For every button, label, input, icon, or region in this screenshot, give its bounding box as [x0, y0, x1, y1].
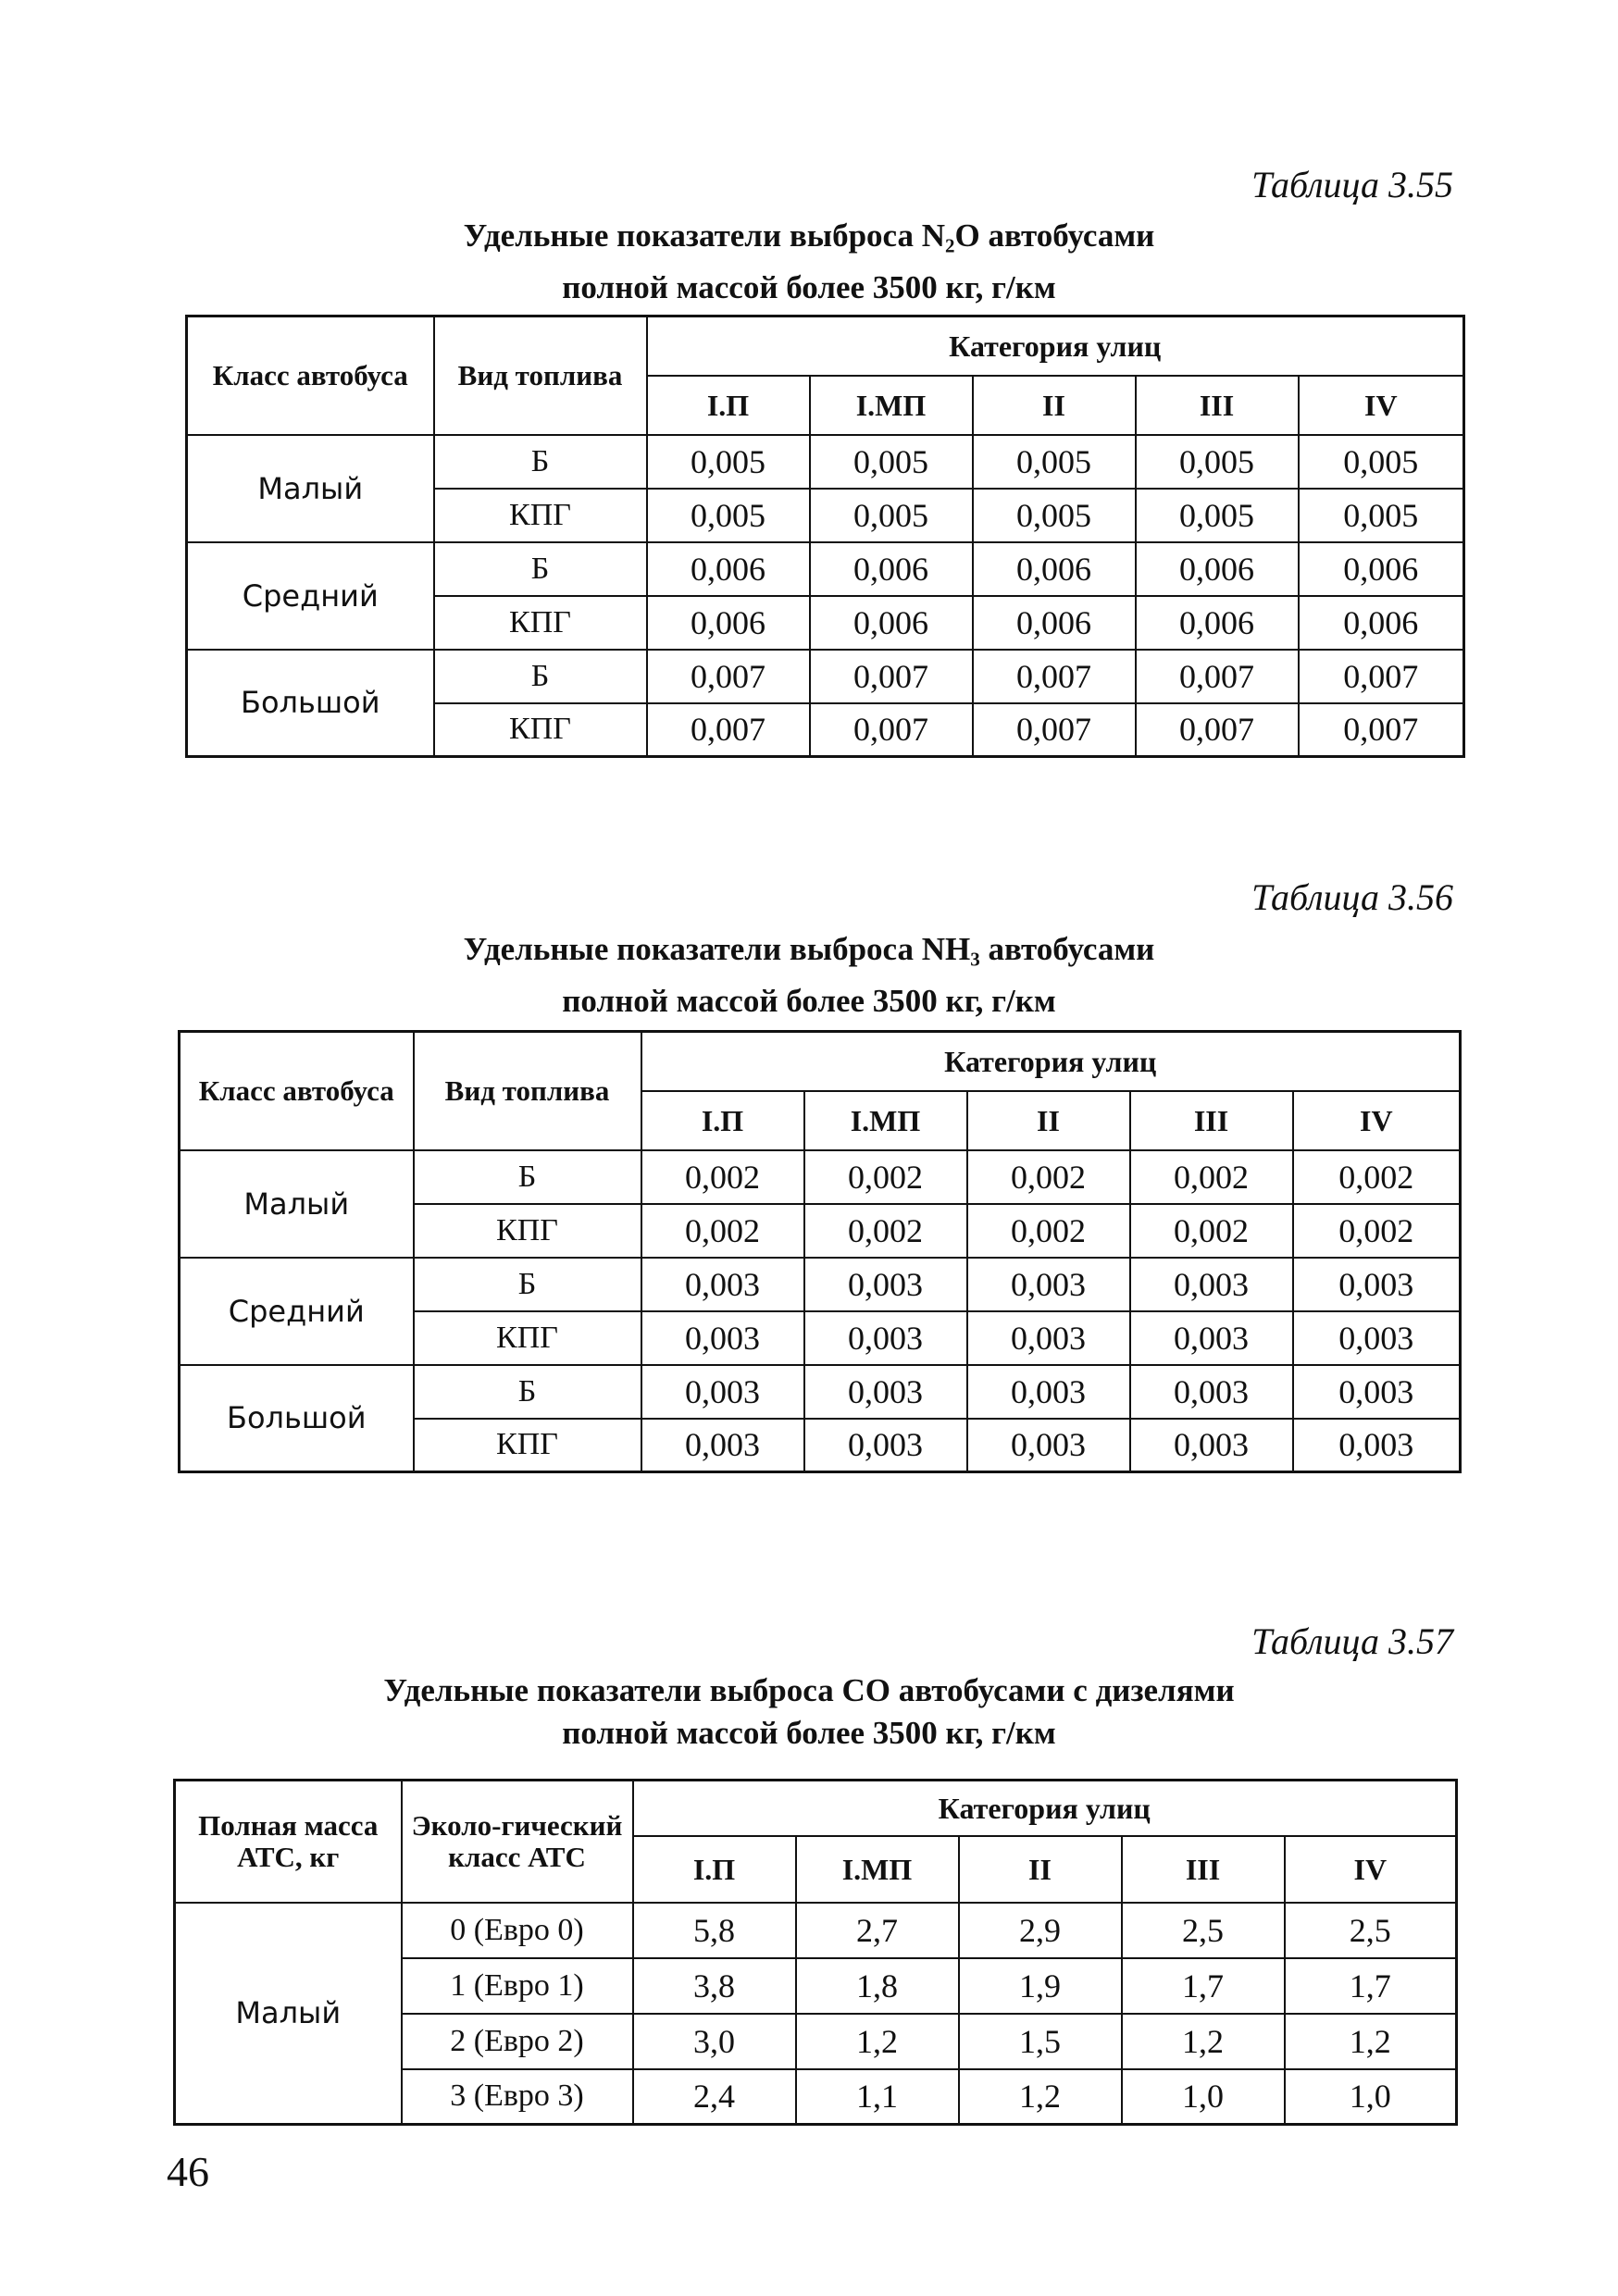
value-cell: 0,005 — [1136, 489, 1299, 542]
header-cat: IV — [1299, 376, 1464, 435]
header-cat: II — [959, 1836, 1122, 1903]
header-category: Категория улиц — [647, 316, 1464, 376]
table-caption: Таблица 3.55 — [1251, 164, 1453, 205]
eco-class: 3 (Евро 3) — [402, 2069, 633, 2125]
emission-table — [173, 1779, 1458, 2126]
header-cat: IV — [1285, 1836, 1457, 1903]
header-category: Категория улиц — [641, 1032, 1461, 1091]
fuel-type: КПГ — [414, 1204, 641, 1258]
value-cell: 0,007 — [810, 650, 973, 703]
value-cell: 0,005 — [1299, 489, 1464, 542]
value-cell: 1,7 — [1122, 1958, 1285, 2014]
emission-table — [178, 1030, 1462, 1473]
value-cell: 0,003 — [804, 1419, 967, 1472]
title-line-1: Удельные показатели выброса СО автобусами с дизелями — [383, 1672, 1235, 1708]
value-cell: 0,003 — [967, 1365, 1130, 1419]
bus-class: Малый — [187, 435, 434, 542]
fuel-type: КПГ — [414, 1311, 641, 1365]
value-cell: 0,006 — [973, 596, 1136, 650]
fuel-type: Б — [414, 1258, 641, 1311]
table-row — [180, 1258, 1461, 1311]
value-cell: 0,007 — [1299, 650, 1464, 703]
value-cell: 0,003 — [641, 1311, 804, 1365]
table-caption: Таблица 3.57 — [1251, 1620, 1453, 1662]
value-cell: 0,003 — [1130, 1311, 1293, 1365]
value-cell: 0,003 — [804, 1311, 967, 1365]
eco-class: 1 (Евро 1) — [402, 1958, 633, 2014]
value-cell: 0,003 — [641, 1419, 804, 1472]
bus-class: Большой — [180, 1365, 414, 1472]
value-cell: 5,8 — [633, 1903, 796, 1958]
value-cell: 1,0 — [1285, 2069, 1457, 2125]
value-cell: 0,002 — [641, 1204, 804, 1258]
value-cell: 0,003 — [641, 1365, 804, 1419]
bus-class: Средний — [187, 542, 434, 650]
value-cell: 0,002 — [641, 1150, 804, 1204]
header-cat: II — [973, 376, 1136, 435]
fuel-type: Б — [414, 1150, 641, 1204]
value-cell: 0,003 — [967, 1419, 1130, 1472]
value-cell: 0,006 — [1299, 596, 1464, 650]
value-cell: 1,2 — [796, 2014, 959, 2069]
value-cell: 0,005 — [973, 435, 1136, 489]
header-class: Класс автобуса — [187, 316, 434, 435]
fuel-type: Б — [414, 1365, 641, 1419]
header-cat: IV — [1293, 1091, 1461, 1150]
value-cell: 0,002 — [1293, 1204, 1461, 1258]
value-cell: 0,005 — [1136, 435, 1299, 489]
value-cell: 0,006 — [647, 596, 810, 650]
value-cell: 0,002 — [804, 1150, 967, 1204]
value-cell: 0,002 — [1130, 1150, 1293, 1204]
bus-class: Малый — [180, 1150, 414, 1258]
value-cell: 0,005 — [810, 435, 973, 489]
value-cell: 0,003 — [1293, 1311, 1461, 1365]
value-cell: 0,006 — [973, 542, 1136, 596]
header-cat: I.П — [641, 1091, 804, 1150]
value-cell: 0,007 — [1299, 703, 1464, 757]
value-cell: 0,007 — [1136, 650, 1299, 703]
eco-class: 0 (Евро 0) — [402, 1903, 633, 1958]
value-cell: 0,002 — [1293, 1150, 1461, 1204]
value-cell: 0,007 — [810, 703, 973, 757]
value-cell: 1,2 — [959, 2069, 1122, 2125]
value-cell: 0,007 — [973, 703, 1136, 757]
value-cell: 0,006 — [1136, 542, 1299, 596]
table-row — [187, 542, 1464, 596]
table-row — [180, 1150, 1461, 1204]
value-cell: 0,007 — [647, 650, 810, 703]
value-cell: 3,8 — [633, 1958, 796, 2014]
fuel-type: Б — [434, 435, 647, 489]
value-cell: 1,9 — [959, 1958, 1122, 2014]
fuel-type: Б — [434, 650, 647, 703]
value-cell: 0,006 — [1299, 542, 1464, 596]
value-cell: 0,003 — [1293, 1365, 1461, 1419]
value-cell: 0,003 — [804, 1365, 967, 1419]
value-cell: 0,007 — [973, 650, 1136, 703]
value-cell: 1,5 — [959, 2014, 1122, 2069]
value-cell: 0,007 — [647, 703, 810, 757]
value-cell: 1,2 — [1285, 2014, 1457, 2069]
value-cell: 0,006 — [810, 596, 973, 650]
value-cell: 0,005 — [647, 489, 810, 542]
header-cat: III — [1130, 1091, 1293, 1150]
value-cell: 2,5 — [1285, 1903, 1457, 1958]
value-cell: 0,003 — [1130, 1258, 1293, 1311]
fuel-type: КПГ — [434, 489, 647, 542]
value-cell: 0,002 — [804, 1204, 967, 1258]
header-cat: I.П — [633, 1836, 796, 1903]
header-cat: I.МП — [804, 1091, 967, 1150]
header-fuel: Вид топлива — [414, 1032, 641, 1150]
value-cell: 0,006 — [1136, 596, 1299, 650]
value-cell: 0,002 — [1130, 1204, 1293, 1258]
value-cell: 0,005 — [810, 489, 973, 542]
value-cell: 0,006 — [810, 542, 973, 596]
bus-class: Большой — [187, 650, 434, 757]
value-cell: 1,8 — [796, 1958, 959, 2014]
value-cell: 0,003 — [804, 1258, 967, 1311]
table-row — [180, 1365, 1461, 1419]
value-cell: 2,7 — [796, 1903, 959, 1958]
fuel-type: КПГ — [434, 596, 647, 650]
header-cat: III — [1136, 376, 1299, 435]
value-cell: 0,003 — [1130, 1365, 1293, 1419]
header-fuel: Вид топлива — [434, 316, 647, 435]
table-row — [187, 650, 1464, 703]
title-line-2: полной массой более 3500 кг, г/км — [562, 1715, 1056, 1751]
title-line-1: Удельные показатели выброса $N_2O$ автобусами — [463, 217, 1155, 257]
eco-class: 2 (Евро 2) — [402, 2014, 633, 2069]
value-cell: 2,5 — [1122, 1903, 1285, 1958]
value-cell: 0,006 — [647, 542, 810, 596]
bus-class: Малый — [175, 1903, 402, 2125]
value-cell: 3,0 — [633, 2014, 796, 2069]
value-cell: 2,9 — [959, 1903, 1122, 1958]
header-mass: Полная масса АТС, кг — [175, 1781, 402, 1903]
value-cell: 2,4 — [633, 2069, 796, 2125]
value-cell: 0,003 — [967, 1258, 1130, 1311]
table-title — [0, 928, 1618, 1023]
page-number: 46 — [167, 2148, 209, 2195]
value-cell: 0,003 — [1293, 1419, 1461, 1472]
header-cat: I.МП — [810, 376, 973, 435]
table-title — [0, 215, 1618, 309]
value-cell: 1,0 — [1122, 2069, 1285, 2125]
fuel-type: КПГ — [434, 703, 647, 757]
value-cell: 1,1 — [796, 2069, 959, 2125]
table-title — [0, 1669, 1618, 1755]
table-caption: Таблица 3.56 — [1251, 876, 1453, 918]
value-cell: 0,003 — [1130, 1419, 1293, 1472]
fuel-type: КПГ — [414, 1419, 641, 1472]
value-cell: 0,005 — [1299, 435, 1464, 489]
bus-class: Средний — [180, 1258, 414, 1365]
value-cell: 0,005 — [973, 489, 1136, 542]
value-cell: 0,002 — [967, 1150, 1130, 1204]
title-line-2: полной массой более 3500 кг, г/км — [562, 269, 1056, 306]
header-category: Категория улиц — [633, 1781, 1457, 1836]
table-row — [187, 435, 1464, 489]
value-cell: 0,007 — [1136, 703, 1299, 757]
header-cat: I.МП — [796, 1836, 959, 1903]
title-line-2: полной массой более 3500 кг, г/км — [562, 983, 1056, 1020]
header-cat: III — [1122, 1836, 1285, 1903]
emission-table — [185, 315, 1465, 758]
value-cell: 0,003 — [967, 1311, 1130, 1365]
value-cell: 1,2 — [1122, 2014, 1285, 2069]
header-eco-class: Эколо-гический класс АТС — [402, 1781, 633, 1903]
header-cat: II — [967, 1091, 1130, 1150]
value-cell: 0,003 — [1293, 1258, 1461, 1311]
value-cell: 1,7 — [1285, 1958, 1457, 2014]
value-cell: 0,005 — [647, 435, 810, 489]
value-cell: 0,003 — [641, 1258, 804, 1311]
fuel-type: Б — [434, 542, 647, 596]
header-cat: I.П — [647, 376, 810, 435]
title-line-1: Удельные показатели выброса $NH_3$ автобусами — [463, 931, 1155, 971]
header-class: Класс автобуса — [180, 1032, 414, 1150]
value-cell: 0,002 — [967, 1204, 1130, 1258]
table-row — [175, 1903, 1457, 1958]
